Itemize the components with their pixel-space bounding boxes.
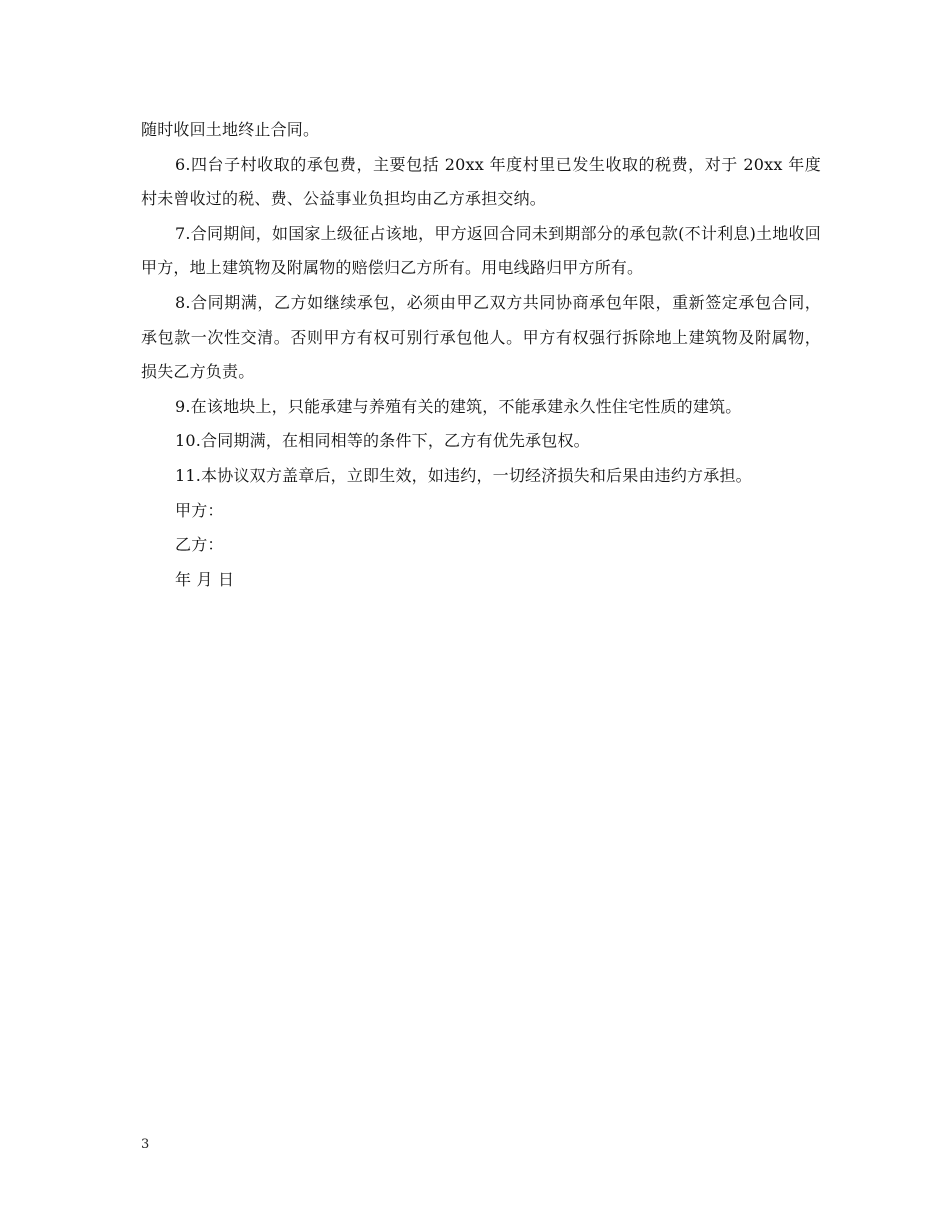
clause-8: 8.合同期满，乙方如继续承包，必须由甲乙双方共同协商承包年限，重新签定承包合同，承包款一次性交清。否则甲方有权可别行承包他人。甲方有权强行拆除地上建筑物及附属物，损失乙方负责。 [141, 292, 821, 382]
paragraph-continuation: 随时收回土地终止合同。 [141, 120, 320, 139]
clause-6: 6.四台子村收取的承包费，主要包括 20xx 年度村里已发生收取的税费，对于 20xx 年度村未曾收过的税、费、公益事业负担均由乙方承担交纳。 [141, 154, 821, 209]
party-a-signature: 甲方： [175, 500, 224, 520]
clause-10: 10.合同期满，在相同相等的条件下，乙方有优先承包权。 [175, 431, 590, 451]
document-body [141, 113, 821, 597]
signature-date: 年 月 日 [175, 569, 235, 589]
clause-11: 11.本协议双方盖章后，立即生效，如违约，一切经济损失和后果由违约方承担。 [175, 465, 752, 485]
clause-9: 9.在该地块上，只能承建与养殖有关的建筑，不能承建永久性住宅性质的建筑。 [175, 396, 742, 416]
clause-7: 7.合同期间，如国家上级征占该地，甲方返回合同未到期部分的承包款(不计利息)土地收回甲方，地上建筑物及附属物的赔偿归乙方所有。用电线路归甲方所有。 [141, 223, 821, 278]
page-number: 3 [141, 1137, 150, 1152]
party-b-signature: 乙方： [175, 535, 224, 555]
